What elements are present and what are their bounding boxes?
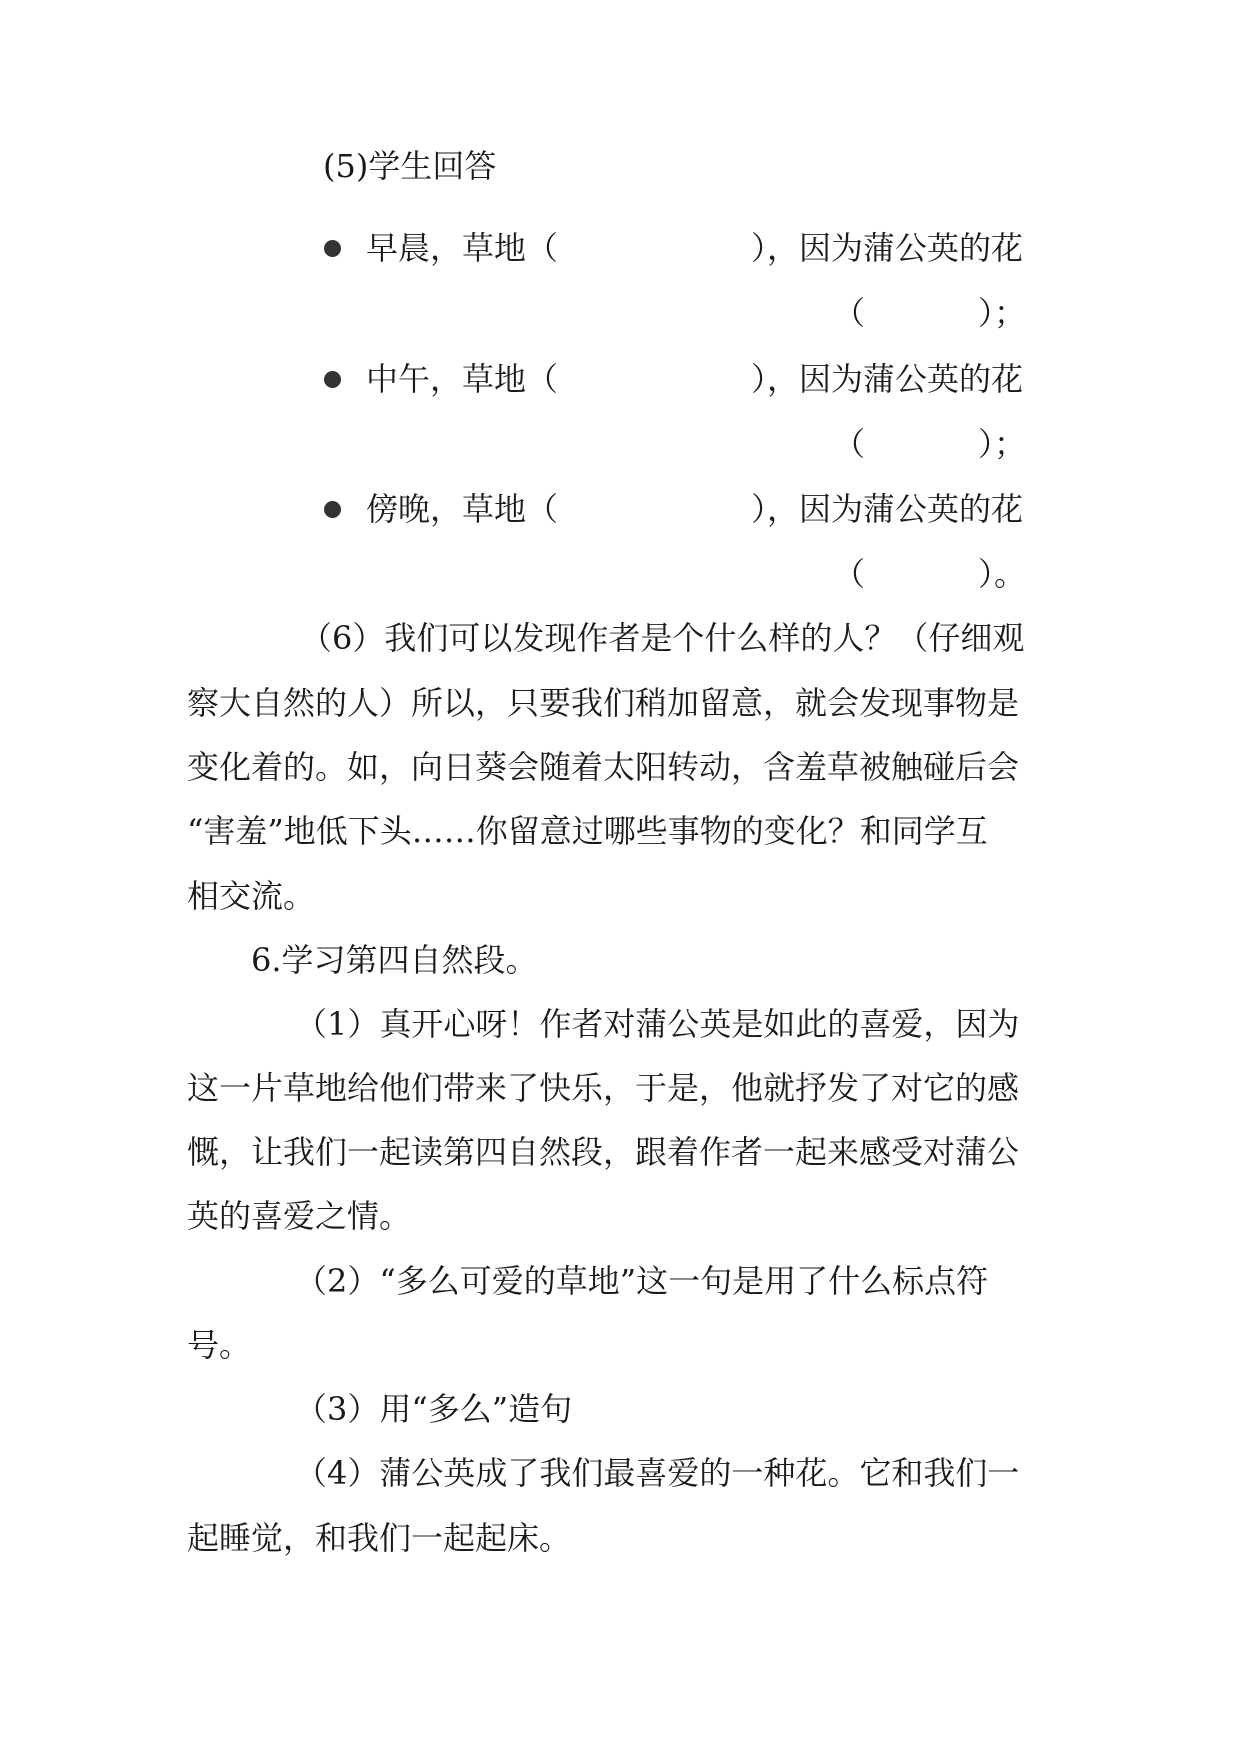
bullet-prefix: 中午，草地（ xyxy=(366,360,559,398)
bullet-middle: ），因为蒲公英的花 xyxy=(751,360,1024,398)
blank-open: （ xyxy=(833,294,866,332)
paragraph-line: “害羞”地低下头……你留意过哪些事物的变化？和同学互 xyxy=(187,812,988,850)
bullet-middle: ），因为蒲公英的花 xyxy=(751,490,1024,528)
blank-close: ）； xyxy=(978,294,1027,332)
paragraph-line: 这一片草地给他们带来了快乐，于是，他就抒发了对它的感 xyxy=(187,1069,1020,1107)
paragraph-line: 英的喜爱之情。 xyxy=(187,1197,412,1235)
section6-heading: 6.学习第四自然段。 xyxy=(251,941,538,979)
paragraph-line: 变化着的。如，向日葵会随着太阳转动，含羞草被触碰后会 xyxy=(187,748,1020,786)
blank-open: （ xyxy=(833,555,866,593)
paragraph-line: （3）用“多么”造句 xyxy=(295,1390,573,1428)
blank-close: ）； xyxy=(978,425,1027,463)
paragraph-line: （4）蒲公英成了我们最喜爱的一种花。它和我们一 xyxy=(295,1454,1020,1492)
blank-close: ）。 xyxy=(978,555,1027,593)
bullet-dot-icon xyxy=(324,240,341,257)
bullet-dot-icon xyxy=(324,371,341,388)
bullet-prefix: 早晨，草地（ xyxy=(366,229,559,267)
bullet-prefix: 傍晚，草地（ xyxy=(366,490,559,528)
paragraph-line: （1）真开心呀！作者对蒲公英是如此的喜爱，因为 xyxy=(295,1005,1020,1043)
paragraph-line: 起睡觉，和我们一起起床。 xyxy=(187,1519,572,1557)
blank-open: （ xyxy=(833,425,866,463)
paragraph-line: 号。 xyxy=(187,1326,252,1364)
paragraph-line: 察大自然的人）所以，只要我们稍加留意，就会发现事物是 xyxy=(187,684,1020,722)
paragraph-line: （6）我们可以发现作者是个什么样的人？（仔细观 xyxy=(300,619,1025,657)
paragraph-line: （2）“多么可爱的草地”这一句是用了什么标点符 xyxy=(295,1262,989,1300)
bullet-dot-icon xyxy=(324,501,341,518)
step5-heading: (5)学生回答 xyxy=(323,147,497,185)
paragraph-line: 慨，让我们一起读第四自然段，跟着作者一起来感受对蒲公 xyxy=(187,1133,1020,1171)
paragraph-line: 相交流。 xyxy=(187,877,316,915)
bullet-middle: ），因为蒲公英的花 xyxy=(751,229,1024,267)
